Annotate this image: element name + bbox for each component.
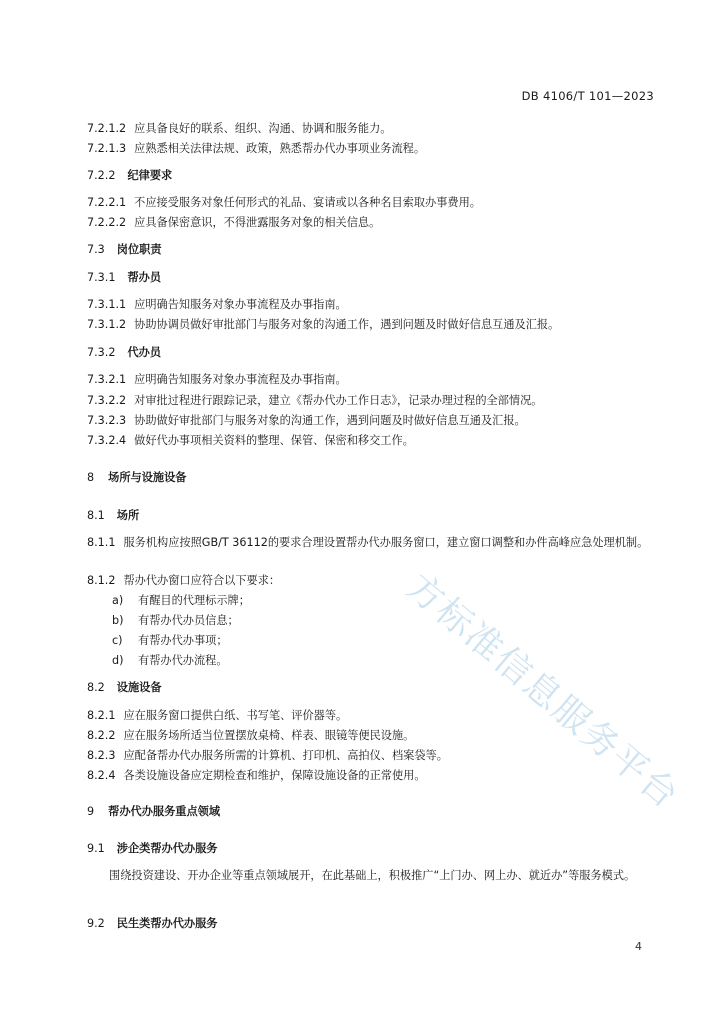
clause-number: 7.3.2.3 bbox=[87, 414, 127, 427]
clause-number: 7.2.2.1 bbox=[87, 196, 127, 209]
heading-number: 8.1 bbox=[87, 509, 105, 522]
heading-text: 纪律要求 bbox=[127, 169, 173, 182]
list-text: 有帮办代办员信息； bbox=[138, 614, 239, 627]
list-marker: b) bbox=[112, 614, 124, 627]
list-marker: c) bbox=[112, 634, 123, 647]
clause-number: 7.2.1.3 bbox=[87, 142, 127, 155]
list-marker: a) bbox=[112, 594, 124, 607]
clause-number: 7.3.2.2 bbox=[87, 394, 127, 407]
heading-text: 场所与设施设备 bbox=[108, 471, 187, 484]
heading-8-1 bbox=[87, 506, 662, 526]
heading-number: 8 bbox=[87, 471, 95, 484]
clause-text: 应在服务场所适当位置摆放桌椅、样表、眼镜等便民设施。 bbox=[123, 729, 415, 742]
clause-8-1-1 bbox=[87, 533, 662, 554]
clause-text: 应具备保密意识，不得泄露服务对象的相关信息。 bbox=[134, 216, 381, 229]
heading-number: 7.3 bbox=[87, 243, 105, 256]
clause-7-3-2-1 bbox=[87, 370, 662, 390]
list-text: 有醒目的代理标示牌； bbox=[138, 594, 250, 607]
heading-text: 岗位职责 bbox=[116, 243, 162, 256]
list-item bbox=[112, 651, 228, 671]
clause-text: 应熟悉相关法律法规、政策，熟悉帮办代办事项业务流程。 bbox=[134, 142, 426, 155]
clause-7-3-1-1 bbox=[87, 295, 662, 315]
heading-text: 设施设备 bbox=[116, 681, 162, 694]
clause-number: 8.1.1 bbox=[87, 536, 116, 549]
heading-8 bbox=[87, 468, 662, 488]
clause-text: 各类设施设备应定期检查和维护，保障设施设备的正常使用。 bbox=[123, 769, 426, 782]
heading-number: 9.2 bbox=[87, 917, 105, 930]
clause-number: 7.2.2.2 bbox=[87, 216, 127, 229]
clause-7-2-1-2 bbox=[87, 119, 662, 139]
clause-number: 8.2.1 bbox=[87, 709, 116, 722]
list-marker: d) bbox=[112, 654, 124, 667]
clause-number: 8.1.2 bbox=[87, 574, 116, 587]
clause-text: 协助协调员做好审批部门与服务对象的沟通工作，遇到问题及时做好信息互通及汇报。 bbox=[134, 318, 560, 331]
clause-number: 7.3.2.1 bbox=[87, 373, 127, 386]
clause-7-3-2-4 bbox=[87, 431, 662, 451]
clause-text: 协助做好审批部门与服务对象的沟通工作，遇到问题及时做好信息互通及汇报。 bbox=[134, 414, 526, 427]
clause-number: 7.3.1.2 bbox=[87, 318, 127, 331]
clause-7-3-2-2 bbox=[87, 391, 662, 411]
heading-7-2-2 bbox=[87, 166, 662, 186]
heading-7-3-1 bbox=[87, 268, 662, 288]
clause-7-2-2-1 bbox=[87, 193, 662, 213]
clause-text: 做好代办事项相关资料的整理、保管、保密和移交工作。 bbox=[134, 434, 414, 447]
clause-text: 对审批过程进行跟踪记录，建立《帮办代办工作日志》，记录办理过程的全部情况。 bbox=[134, 394, 543, 407]
heading-number: 7.3.1 bbox=[87, 271, 116, 284]
clause-text: 不应接受服务对象任何形式的礼品、宴请或以各种名目索取办事费用。 bbox=[134, 196, 481, 209]
clause-8-2-4 bbox=[87, 766, 662, 786]
heading-7-3 bbox=[87, 240, 662, 260]
clause-number: 8.2.4 bbox=[87, 769, 116, 782]
heading-number: 8.2 bbox=[87, 681, 105, 694]
clause-7-2-2-2 bbox=[87, 213, 662, 233]
clause-text: 应明确告知服务对象办事流程及办事指南。 bbox=[134, 373, 347, 386]
heading-text: 代办员 bbox=[127, 346, 162, 359]
heading-9-1 bbox=[87, 839, 662, 859]
heading-number: 9 bbox=[87, 805, 95, 818]
clause-8-1-2 bbox=[87, 571, 662, 591]
list-item bbox=[112, 591, 250, 611]
heading-text: 民生类帮办代办服务 bbox=[116, 917, 218, 930]
heading-text: 涉企类帮办代办服务 bbox=[116, 842, 218, 855]
heading-7-3-2 bbox=[87, 343, 662, 363]
watermark: 方标准信息服务平台 bbox=[398, 566, 687, 818]
heading-text: 帮办代办服务重点领域 bbox=[108, 805, 221, 818]
paragraph-9-1: 围绕投资建设、开办企业等重点领域展开，在此基础上，积极推广“上门办、网上办、就近办”等服务模式。 bbox=[109, 869, 636, 882]
list-item bbox=[112, 631, 228, 651]
clause-7-3-2-3 bbox=[87, 411, 662, 431]
clause-text: 应在服务窗口提供白纸、书写笔、评价器等。 bbox=[123, 709, 348, 722]
list-text: 有帮办代办流程。 bbox=[138, 654, 228, 667]
clause-number: 7.3.2.4 bbox=[87, 434, 127, 447]
heading-9 bbox=[87, 802, 662, 822]
standard-code: DB 4106/T 101—2023 bbox=[521, 89, 654, 103]
clause-number: 8.2.3 bbox=[87, 749, 116, 762]
clause-text: 应配备帮办代办服务所需的计算机、打印机、高拍仪、档案袋等。 bbox=[123, 749, 448, 762]
clause-text: 应具备良好的联系、组织、沟通、协调和服务能力。 bbox=[134, 122, 392, 135]
heading-text: 帮办员 bbox=[127, 271, 162, 284]
heading-number: 7.2.2 bbox=[87, 169, 116, 182]
heading-number: 7.3.2 bbox=[87, 346, 116, 359]
page-number: 4 bbox=[635, 940, 642, 953]
clause-text: 应明确告知服务对象办事流程及办事指南。 bbox=[134, 298, 347, 311]
clause-number: 7.3.1.1 bbox=[87, 298, 127, 311]
heading-text: 场所 bbox=[116, 509, 140, 522]
list-text: 有帮办代办事项； bbox=[138, 634, 228, 647]
list-item bbox=[112, 611, 239, 631]
clause-number: 7.2.1.2 bbox=[87, 122, 127, 135]
heading-9-2 bbox=[87, 914, 662, 934]
heading-number: 9.1 bbox=[87, 842, 105, 855]
clause-7-3-1-2 bbox=[87, 315, 662, 335]
clause-text: 服务机构应按照GB/T 36112的要求合理设置帮办代办服务窗口，建立窗口调整和办件高峰应急处理机制。 bbox=[123, 536, 649, 549]
clause-number: 8.2.2 bbox=[87, 729, 116, 742]
clause-7-2-1-3 bbox=[87, 139, 662, 159]
clause-text: 帮办代办窗口应符合以下要求： bbox=[123, 574, 281, 587]
